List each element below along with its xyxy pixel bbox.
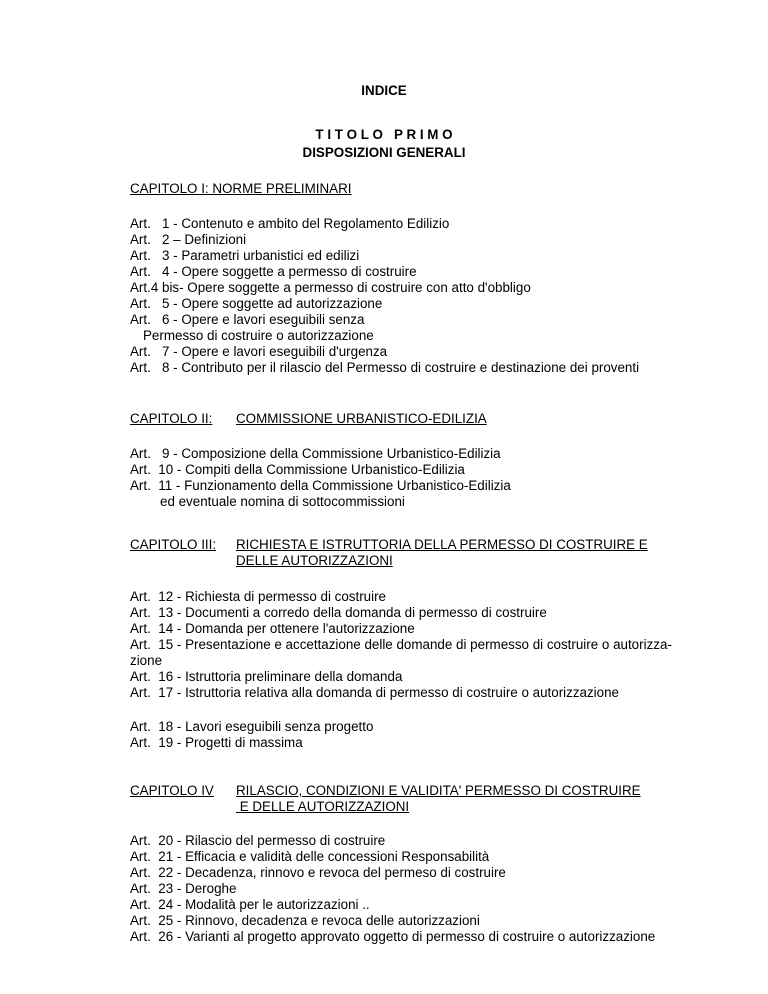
chapter2-item: Art. 10 - Compiti della Commissione Urbanistico-Edilizia — [130, 462, 465, 477]
chapter3-title-line1: RICHIESTA E ISTRUTTORIA DELLA PERMESSO DI COSTRUIRE E — [236, 537, 648, 552]
title-primo-subtitle: DISPOSIZIONI GENERALI — [302, 145, 466, 160]
chapter1-item: Art. 6 - Opere e lavori eseguibili senza — [130, 312, 365, 327]
chapter2-title: COMMISSIONE URBANISTICO-EDILIZIA — [236, 411, 487, 426]
chapter2-item: Art. 11 - Funzionamento della Commissione Urbanistico-Edilizia — [130, 478, 511, 493]
chapter2-item-continuation: ed eventuale nomina di sottocommissioni — [160, 494, 405, 509]
chapter1-heading: CAPITOLO I: NORME PRELIMINARI — [130, 181, 352, 196]
chapter4-item: Art. 20 - Rilascio del permesso di costruire — [130, 833, 386, 848]
chapter3-item: Art. 18 - Lavori eseguibili senza progetto — [130, 719, 374, 734]
chapter2-item: Art. 9 - Composizione della Commissione Urbanistico-Edilizia — [130, 446, 501, 461]
chapter2-label: CAPITOLO II: — [130, 411, 213, 426]
chapter3-item: Art. 16 - Istruttoria preliminare della domanda — [130, 669, 403, 684]
chapter3-item: Art. 12 - Richiesta di permesso di costruire — [130, 589, 387, 604]
chapter1-item: Art. 7 - Opere e lavori eseguibili d'urgenza — [130, 344, 388, 359]
chapter1-item: Art. 3 - Parametri urbanistici ed edilizi — [130, 248, 360, 263]
chapter1-item: Art. 4 - Opere soggette a permesso di costruire — [130, 264, 417, 279]
chapter4-item: Art. 23 - Deroghe — [130, 881, 237, 896]
chapter1-item: Art. 8 - Contributo per il rilascio del Permesso di costruire e destinazione dei proventi — [130, 360, 640, 375]
chapter4-item: Art. 22 - Decadenza, rinnovo e revoca del permeso di costruire — [130, 865, 506, 880]
chapter4-item: Art. 24 - Modalità per le autorizzazioni .. — [130, 897, 370, 912]
chapter4-title-line2: E DELLE AUTORIZZAZIONI — [236, 799, 410, 814]
chapter3-title-line2: DELLE AUTORIZZAZIONI — [236, 553, 393, 568]
chapter3-item: Art. 13 - Documenti a corredo della domanda di permesso di costruire — [130, 605, 547, 620]
title-primo: T I T O L O P R I M O — [315, 127, 453, 142]
chapter1-item: Art. 1 - Contenuto e ambito del Regolamento Edilizio — [130, 216, 450, 231]
chapter3-item: Art. 19 - Progetti di massima — [130, 735, 303, 750]
chapter4-item: Art. 26 - Varianti al progetto approvato oggetto di permesso di costruire o autorizzazione — [130, 929, 656, 944]
chapter4-label: CAPITOLO IV — [130, 783, 214, 798]
chapter4-item: Art. 25 - Rinnovo, decadenza e revoca delle autorizzazioni — [130, 913, 480, 928]
index-title: INDICE — [361, 83, 407, 98]
chapter4-title-line1: RILASCIO, CONDIZIONI E VALIDITA' PERMESSO DI COSTRUIRE — [236, 783, 641, 798]
chapter3-item: Art. 14 - Domanda per ottenere l'autorizzazione — [130, 621, 415, 636]
chapter3-item: Art. 17 - Istruttoria relativa alla domanda di permesso di costruire o autorizzazione — [130, 685, 619, 700]
chapter3-label: CAPITOLO III: — [130, 537, 217, 552]
chapter3-item-continuation: zione — [130, 653, 163, 668]
chapter1-item: Art. 5 - Opere soggette ad autorizzazione — [130, 296, 383, 311]
chapter1-item: Art.4 bis- Opere soggette a permesso di costruire con atto d'obbligo — [130, 280, 531, 295]
chapter1-item-continuation: Permesso di costruire o autorizzazione — [143, 328, 374, 343]
chapter3-item: Art. 15 - Presentazione e accettazione delle domande di permesso di costruire o autorizza- — [130, 637, 672, 652]
chapter1-item: Art. 2 – Definizioni — [130, 232, 247, 247]
chapter4-item: Art. 21 - Efficacia e validità delle concessioni Responsabilità — [130, 849, 490, 864]
